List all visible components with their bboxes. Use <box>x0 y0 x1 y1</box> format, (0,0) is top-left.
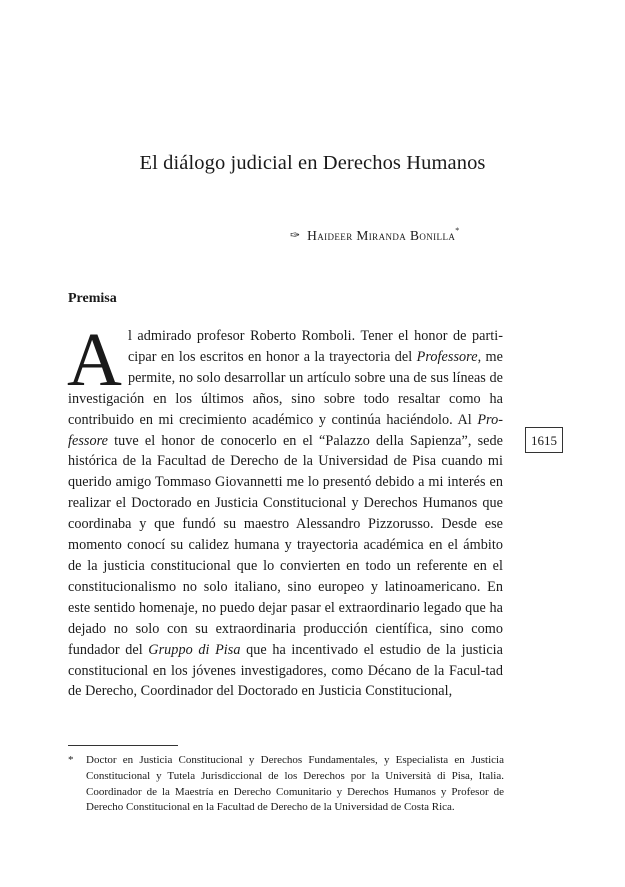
paragraph-italic-3: Gruppo di Pisa <box>148 641 241 658</box>
paragraph-italic-1: Professore <box>416 348 478 365</box>
footnote-text: Doctor en Justicia Constitucional y Derechos Fundamentales, y Especialista en Justicia Constitucional y Tutela Jurisdiccional de los Derechos por la Università di Pisa, Italia. Coordinador de la Maestría en Derecho Comunitario y Derechos Humanos y Profesor de Derecho Constitucional en la Facultad de Derecho de la Universidad de Costa Rica. <box>86 754 504 814</box>
paragraph-text-2: , me permite, no solo desarrollar un artículo sobre una de sus líneas de investigación en los últimos años, sino sobre todo resaltar como ha contribuido en mi crecimiento académico y continúa haciéndolo. Al <box>68 348 503 428</box>
drop-cap: A <box>67 318 122 402</box>
author-line <box>290 226 459 244</box>
footnote-divider <box>68 745 178 746</box>
footnote-mark: * <box>68 754 74 766</box>
page-title: El diálogo judicial en Derechos Humanos <box>139 152 486 174</box>
paragraph-text-4: que ha incentivado el estudio de la justicia constitucional en los jóvenes investigadores, como Décano de la Facul-tad de Derecho, Coordinador del Doctorado en Justicia Constitucional, <box>68 641 504 700</box>
author-footnote-mark: * <box>455 226 460 235</box>
footnote <box>68 753 504 816</box>
paragraph-text-1: l admirado profesor Roberto Romboli. Tener el honor de parti-cipar en los escritos en honor a la trayectoria del <box>127 328 503 365</box>
section-heading: Premisa <box>68 291 117 306</box>
author-name: Haideer Miranda Bonilla <box>307 228 456 243</box>
page-number: 1615 <box>525 427 563 453</box>
pen-nib-icon: ✑ <box>290 228 301 242</box>
paragraph-italic-2: Pro-fessore <box>68 411 503 449</box>
paragraph-text-3: tuve el honor de conocerlo en el “Palazzo della Sapienza”, sede histórica de la Facultad de Derecho de la Universidad de Pisa cuando mi querido amigo Tommaso Giovannetti me lo presentó debido a mi interés en realizar el Doctorado en Justicia Constitucional y Derechos Humanos que coordinaba y que fundó su maestro Alessandro Pizzorusso. Desde ese momento conocí su calidez humana y trayectoria académica en el ámbito de la justicia constitucional que lo convierten en todo un referente en el constitucionalismo no solo italiano, sino europeo y latinoamericano. En este sentido homenaje, no puedo dejar pasar el extraordinario legado que ha dejado no solo con su extraordinaria producción científica, sino como fundador del <box>68 432 503 658</box>
body-paragraph <box>67 318 504 702</box>
